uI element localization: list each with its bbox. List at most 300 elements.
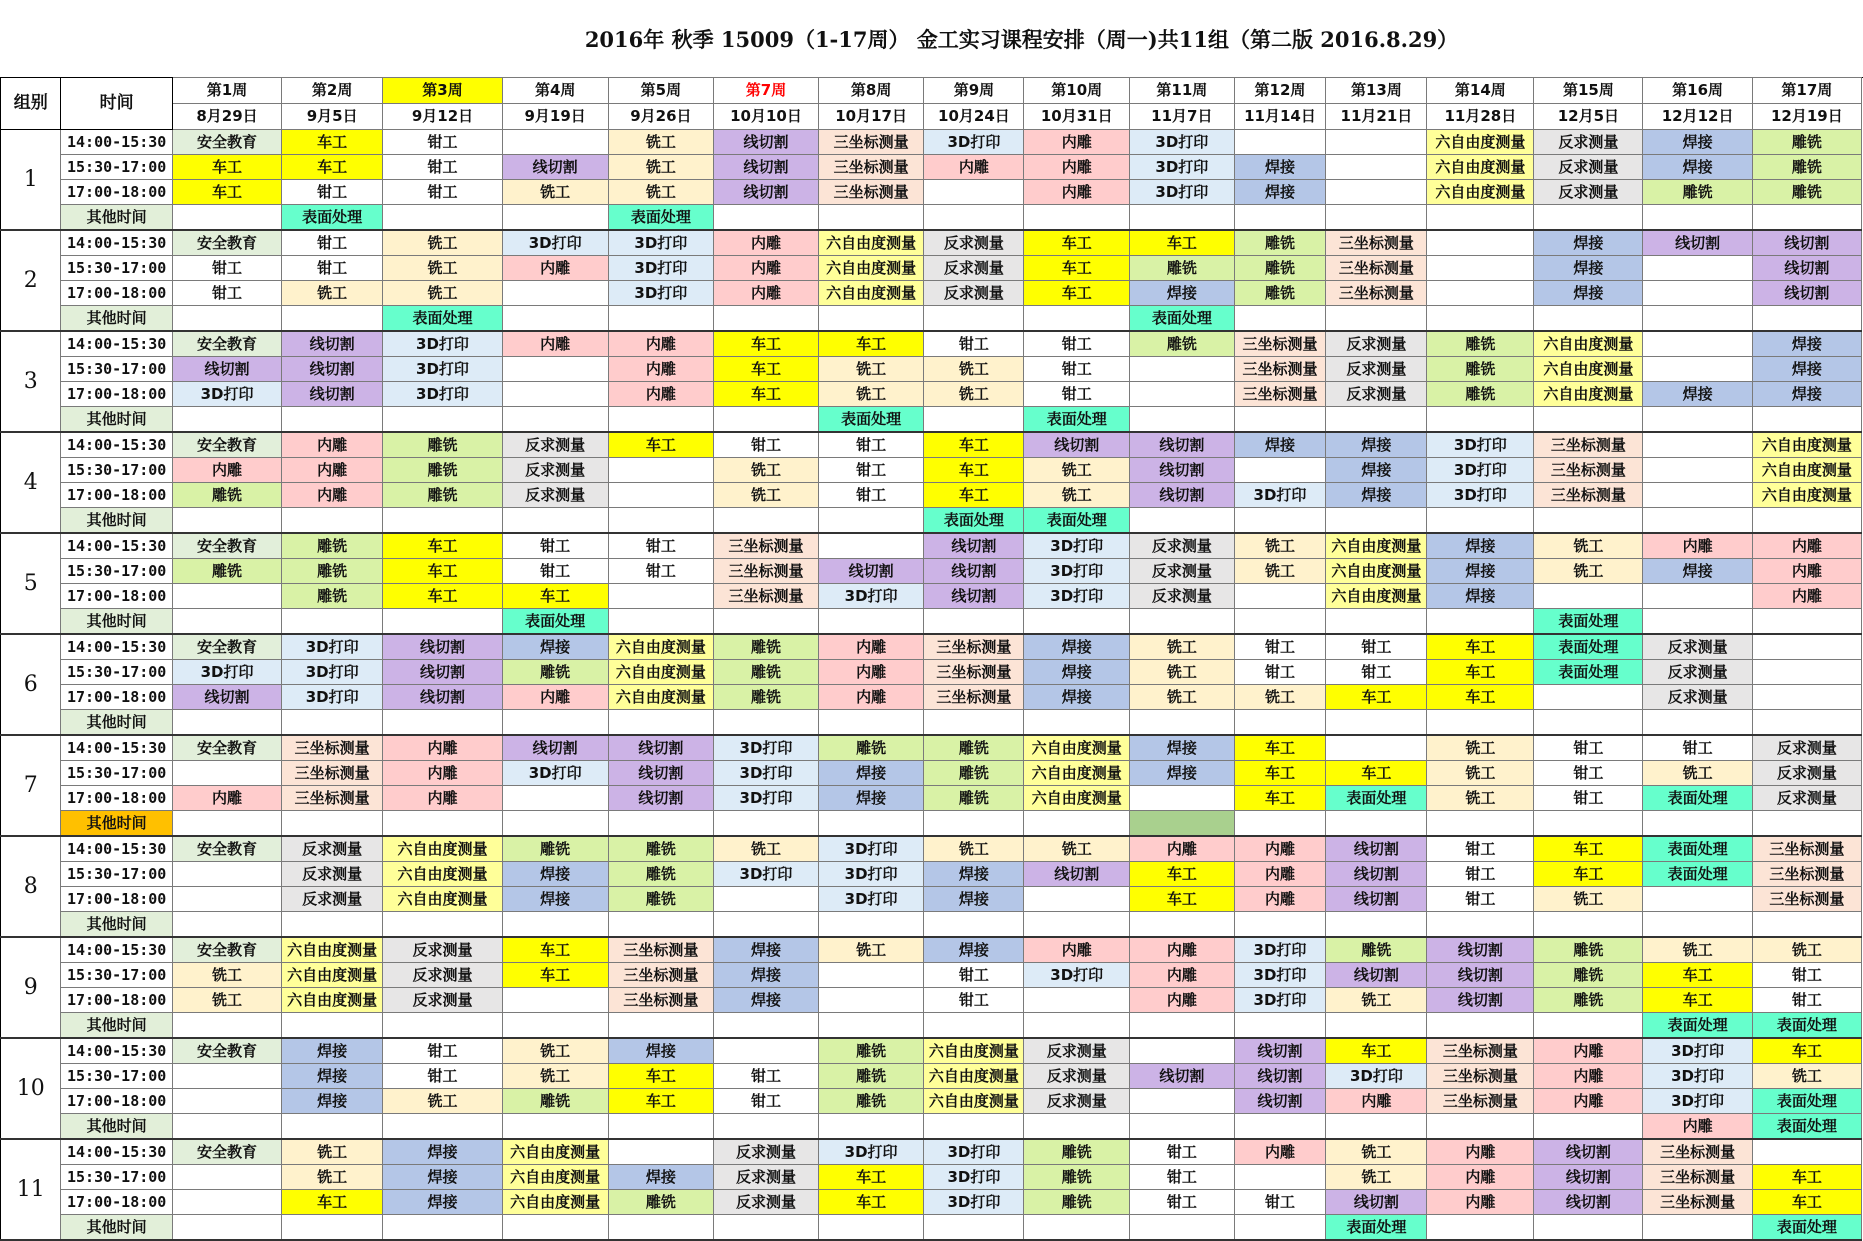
schedule-cell: 焊接 bbox=[383, 1190, 503, 1215]
schedule-cell: 雕铣 bbox=[1130, 331, 1235, 357]
empty-cell bbox=[924, 1013, 1024, 1039]
empty-cell bbox=[1643, 458, 1752, 483]
group-number: 8 bbox=[1, 836, 61, 937]
schedule-cell: 线切割 bbox=[1643, 230, 1752, 256]
empty-cell bbox=[1752, 912, 1861, 938]
empty-cell bbox=[502, 912, 608, 938]
empty-cell bbox=[924, 180, 1024, 205]
schedule-cell: 表面处理 bbox=[383, 306, 503, 332]
empty-cell bbox=[608, 1139, 714, 1165]
empty-cell bbox=[383, 1114, 503, 1140]
schedule-cell: 铣工 bbox=[1427, 761, 1534, 786]
week-header: 第11周 bbox=[1130, 78, 1235, 104]
schedule-cell: 内雕 bbox=[1534, 1064, 1643, 1089]
time-slot: 15:30-17:00 bbox=[61, 1064, 173, 1089]
schedule-cell: 反求测量 bbox=[714, 1165, 819, 1190]
schedule-cell: 铣工 bbox=[924, 382, 1024, 407]
empty-cell bbox=[1326, 1013, 1427, 1039]
schedule-cell: 3D打印 bbox=[924, 1165, 1024, 1190]
schedule-cell: 铣工 bbox=[282, 281, 383, 306]
empty-cell bbox=[172, 1215, 281, 1241]
schedule-cell: 钳工 bbox=[1752, 963, 1861, 988]
schedule-cell: 线切割 bbox=[1130, 458, 1235, 483]
schedule-cell: 雕铣 bbox=[383, 483, 503, 508]
time-slot: 15:30-17:00 bbox=[61, 963, 173, 988]
schedule-cell: 线切割 bbox=[1752, 230, 1861, 256]
group-number: 5 bbox=[1, 533, 61, 634]
empty-cell bbox=[1427, 811, 1534, 837]
schedule-cell: 雕铣 bbox=[924, 761, 1024, 786]
empty-cell bbox=[1234, 1013, 1326, 1039]
empty-cell bbox=[1427, 230, 1534, 256]
empty-cell bbox=[1234, 609, 1326, 635]
schedule-cell: 三坐标测量 bbox=[1752, 836, 1861, 862]
schedule-cell: 钳工 bbox=[1643, 735, 1752, 761]
group-header: 组别 bbox=[1, 78, 61, 130]
schedule-cell: 六自由度测量 bbox=[608, 685, 714, 710]
other-time-label: 其他时间 bbox=[61, 912, 173, 938]
empty-cell bbox=[1024, 205, 1130, 231]
empty-cell bbox=[172, 1089, 281, 1114]
schedule-cell: 反求测量 bbox=[1643, 634, 1752, 660]
empty-cell bbox=[1752, 685, 1861, 710]
empty-cell bbox=[1234, 1165, 1326, 1190]
schedule-cell: 表面处理 bbox=[1024, 508, 1130, 534]
schedule-cell: 雕铣 bbox=[1234, 281, 1326, 306]
schedule-cell: 内雕 bbox=[1024, 937, 1130, 963]
schedule-cell: 内雕 bbox=[818, 660, 924, 685]
empty-cell bbox=[1024, 609, 1130, 635]
empty-cell bbox=[1752, 1139, 1861, 1165]
schedule-cell: 线切割 bbox=[383, 685, 503, 710]
empty-cell bbox=[608, 483, 714, 508]
schedule-cell: 焊接 bbox=[502, 887, 608, 912]
empty-cell bbox=[818, 508, 924, 534]
empty-cell bbox=[1534, 508, 1643, 534]
empty-cell bbox=[1534, 407, 1643, 433]
schedule-cell: 雕铣 bbox=[1534, 937, 1643, 963]
schedule-cell: 钳工 bbox=[818, 458, 924, 483]
empty-cell bbox=[1752, 407, 1861, 433]
schedule-cell: 六自由度测量 bbox=[1326, 559, 1427, 584]
schedule-cell: 焊接 bbox=[383, 1139, 503, 1165]
schedule-cell: 钳工 bbox=[1234, 634, 1326, 660]
schedule-cell: 车工 bbox=[502, 963, 608, 988]
empty-cell bbox=[172, 1165, 281, 1190]
schedule-cell: 车工 bbox=[172, 155, 281, 180]
date-header: 11月7日 bbox=[1130, 104, 1235, 130]
empty-cell bbox=[714, 887, 819, 912]
date-header: 10月17日 bbox=[818, 104, 924, 130]
schedule-cell: 反求测量 bbox=[1643, 685, 1752, 710]
schedule-cell: 车工 bbox=[282, 1190, 383, 1215]
schedule-cell: 焊接 bbox=[1752, 382, 1861, 407]
schedule-cell: 六自由度测量 bbox=[1534, 331, 1643, 357]
empty-cell bbox=[502, 1215, 608, 1241]
schedule-cell: 3D打印 bbox=[924, 130, 1024, 155]
schedule-cell: 线切割 bbox=[608, 735, 714, 761]
schedule-cell: 表面处理 bbox=[1643, 786, 1752, 811]
schedule-cell: 铣工 bbox=[282, 1165, 383, 1190]
schedule-cell: 反求测量 bbox=[1130, 584, 1235, 609]
empty-cell bbox=[172, 205, 281, 231]
empty-cell bbox=[1427, 407, 1534, 433]
date-header: 9月12日 bbox=[383, 104, 503, 130]
empty-cell bbox=[1643, 205, 1752, 231]
schedule-cell: 表面处理 bbox=[1024, 407, 1130, 433]
schedule-cell: 钳工 bbox=[502, 559, 608, 584]
empty-cell bbox=[818, 912, 924, 938]
schedule-cell: 三坐标测量 bbox=[1534, 458, 1643, 483]
empty-cell bbox=[714, 1038, 819, 1064]
empty-cell bbox=[1024, 1114, 1130, 1140]
schedule-cell: 线切割 bbox=[1326, 1190, 1427, 1215]
schedule-cell: 反求测量 bbox=[924, 230, 1024, 256]
empty-cell bbox=[1130, 710, 1235, 736]
schedule-cell: 内雕 bbox=[818, 634, 924, 660]
schedule-cell: 铣工 bbox=[608, 155, 714, 180]
schedule-cell: 焊接 bbox=[1234, 432, 1326, 458]
empty-cell bbox=[282, 1013, 383, 1039]
schedule-cell: 铣工 bbox=[1752, 937, 1861, 963]
schedule-cell: 焊接 bbox=[1643, 155, 1752, 180]
schedule-cell: 雕铣 bbox=[608, 862, 714, 887]
schedule-cell: 雕铣 bbox=[172, 483, 281, 508]
schedule-cell: 表面处理 bbox=[1326, 1215, 1427, 1241]
empty-cell bbox=[1024, 887, 1130, 912]
empty-cell bbox=[1427, 1215, 1534, 1241]
date-header: 10月24日 bbox=[924, 104, 1024, 130]
schedule-cell: 六自由度测量 bbox=[818, 256, 924, 281]
schedule-cell: 焊接 bbox=[1427, 533, 1534, 559]
schedule-cell: 内雕 bbox=[714, 230, 819, 256]
schedule-cell: 六自由度测量 bbox=[502, 1139, 608, 1165]
schedule-cell: 线切割 bbox=[714, 180, 819, 205]
empty-cell bbox=[1427, 306, 1534, 332]
schedule-cell: 三坐标测量 bbox=[818, 130, 924, 155]
empty-cell bbox=[1234, 508, 1326, 534]
empty-cell bbox=[1643, 912, 1752, 938]
schedule-cell: 内雕 bbox=[1130, 963, 1235, 988]
time-slot: 15:30-17:00 bbox=[61, 761, 173, 786]
empty-cell bbox=[282, 811, 383, 837]
empty-cell bbox=[1643, 710, 1752, 736]
schedule-cell: 反求测量 bbox=[502, 458, 608, 483]
schedule-cell: 线切割 bbox=[1326, 862, 1427, 887]
empty-cell bbox=[172, 862, 281, 887]
schedule-cell: 安全教育 bbox=[172, 130, 281, 155]
time-slot: 17:00-18:00 bbox=[61, 1190, 173, 1215]
schedule-cell: 车工 bbox=[1427, 634, 1534, 660]
empty-cell bbox=[1024, 912, 1130, 938]
schedule-cell: 内雕 bbox=[608, 331, 714, 357]
schedule-cell: 雕铣 bbox=[818, 735, 924, 761]
empty-cell bbox=[172, 1190, 281, 1215]
schedule-cell: 三坐标测量 bbox=[1326, 230, 1427, 256]
empty-cell bbox=[502, 382, 608, 407]
empty-cell bbox=[383, 811, 503, 837]
empty-cell bbox=[1326, 306, 1427, 332]
schedule-cell: 三坐标测量 bbox=[1752, 887, 1861, 912]
schedule-cell: 反求测量 bbox=[1326, 382, 1427, 407]
week-header: 第2周 bbox=[282, 78, 383, 104]
schedule-cell: 钳工 bbox=[1534, 786, 1643, 811]
schedule-cell: 铣工 bbox=[818, 357, 924, 382]
schedule-cell: 车工 bbox=[818, 1190, 924, 1215]
empty-cell bbox=[608, 508, 714, 534]
schedule-cell: 反求测量 bbox=[1534, 155, 1643, 180]
empty-cell bbox=[1427, 281, 1534, 306]
schedule-cell: 线切割 bbox=[924, 584, 1024, 609]
schedule-cell: 内雕 bbox=[502, 685, 608, 710]
time-slot: 14:00-15:30 bbox=[61, 1038, 173, 1064]
schedule-cell: 铣工 bbox=[1534, 533, 1643, 559]
empty-cell bbox=[608, 1013, 714, 1039]
schedule-cell: 六自由度测量 bbox=[1752, 458, 1861, 483]
schedule-cell: 3D打印 bbox=[1024, 559, 1130, 584]
empty-cell bbox=[502, 988, 608, 1013]
schedule-cell: 车工 bbox=[608, 1064, 714, 1089]
schedule-cell: 车工 bbox=[714, 382, 819, 407]
schedule-cell: 3D打印 bbox=[502, 230, 608, 256]
schedule-cell: 线切割 bbox=[1534, 1139, 1643, 1165]
schedule-cell: 雕铣 bbox=[818, 1089, 924, 1114]
empty-cell bbox=[172, 407, 281, 433]
schedule-cell: 六自由度测量 bbox=[1534, 382, 1643, 407]
schedule-cell: 反求测量 bbox=[714, 1190, 819, 1215]
empty-cell bbox=[1130, 609, 1235, 635]
schedule-cell: 铣工 bbox=[1534, 887, 1643, 912]
schedule-cell: 车工 bbox=[282, 155, 383, 180]
schedule-cell: 钳工 bbox=[1427, 836, 1534, 862]
other-time-label: 其他时间 bbox=[61, 508, 173, 534]
time-slot: 17:00-18:00 bbox=[61, 685, 173, 710]
schedule-cell: 车工 bbox=[924, 432, 1024, 458]
schedule-cell: 铣工 bbox=[1643, 937, 1752, 963]
empty-cell bbox=[714, 811, 819, 837]
schedule-cell: 三坐标测量 bbox=[1752, 862, 1861, 887]
empty-cell bbox=[714, 912, 819, 938]
empty-cell bbox=[714, 306, 819, 332]
schedule-cell: 线切割 bbox=[924, 533, 1024, 559]
schedule-cell: 钳工 bbox=[714, 432, 819, 458]
schedule-cell: 焊接 bbox=[1534, 230, 1643, 256]
time-header: 时间 bbox=[61, 78, 173, 130]
schedule-cell: 钳工 bbox=[383, 1064, 503, 1089]
schedule-cell: 线切割 bbox=[1326, 963, 1427, 988]
schedule-cell: 焊接 bbox=[1234, 180, 1326, 205]
empty-cell bbox=[1326, 205, 1427, 231]
schedule-cell: 铣工 bbox=[383, 230, 503, 256]
schedule-cell: 焊接 bbox=[818, 761, 924, 786]
week-header: 第7周 bbox=[714, 78, 819, 104]
schedule-cell: 内雕 bbox=[1752, 533, 1861, 559]
empty-cell bbox=[1534, 710, 1643, 736]
empty-cell bbox=[282, 1215, 383, 1241]
schedule-cell: 焊接 bbox=[1024, 660, 1130, 685]
time-slot: 15:30-17:00 bbox=[61, 1165, 173, 1190]
empty-cell bbox=[1326, 180, 1427, 205]
schedule-cell: 铣工 bbox=[714, 483, 819, 508]
time-slot: 17:00-18:00 bbox=[61, 584, 173, 609]
schedule-cell: 3D打印 bbox=[502, 761, 608, 786]
schedule-cell: 内雕 bbox=[1427, 1190, 1534, 1215]
empty-cell bbox=[1326, 130, 1427, 155]
time-slot: 17:00-18:00 bbox=[61, 1089, 173, 1114]
schedule-cell: 表面处理 bbox=[1534, 634, 1643, 660]
schedule-cell: 线切割 bbox=[1427, 988, 1534, 1013]
empty-cell bbox=[714, 205, 819, 231]
schedule-cell: 线切割 bbox=[1534, 1165, 1643, 1190]
group-number: 11 bbox=[1, 1139, 61, 1240]
schedule-cell: 3D打印 bbox=[172, 382, 281, 407]
schedule-cell: 焊接 bbox=[1024, 685, 1130, 710]
schedule-cell: 钳工 bbox=[282, 180, 383, 205]
empty-cell bbox=[172, 1013, 281, 1039]
empty-cell bbox=[924, 912, 1024, 938]
empty-cell bbox=[1643, 609, 1752, 635]
schedule-cell: 反求测量 bbox=[1326, 357, 1427, 382]
time-slot: 15:30-17:00 bbox=[61, 660, 173, 685]
empty-cell bbox=[924, 811, 1024, 837]
empty-cell bbox=[383, 912, 503, 938]
schedule-cell: 三坐标测量 bbox=[608, 937, 714, 963]
schedule-cell: 车工 bbox=[502, 584, 608, 609]
schedule-cell: 反求测量 bbox=[282, 862, 383, 887]
schedule-cell: 内雕 bbox=[383, 735, 503, 761]
schedule-cell: 钳工 bbox=[502, 533, 608, 559]
schedule-cell: 3D打印 bbox=[1427, 432, 1534, 458]
time-slot: 14:00-15:30 bbox=[61, 1139, 173, 1165]
schedule-cell: 线切割 bbox=[1752, 281, 1861, 306]
schedule-cell: 三坐标测量 bbox=[924, 660, 1024, 685]
schedule-cell: 表面处理 bbox=[1643, 836, 1752, 862]
empty-cell bbox=[1130, 407, 1235, 433]
schedule-cell: 车工 bbox=[924, 458, 1024, 483]
date-header: 11月14日 bbox=[1234, 104, 1326, 130]
schedule-cell: 线切割 bbox=[1326, 836, 1427, 862]
schedule-cell: 焊接 bbox=[714, 963, 819, 988]
schedule-cell: 钳工 bbox=[1024, 331, 1130, 357]
schedule-cell: 内雕 bbox=[1024, 130, 1130, 155]
schedule-cell: 3D打印 bbox=[1643, 1064, 1752, 1089]
group-number: 7 bbox=[1, 735, 61, 836]
schedule-cell: 反求测量 bbox=[1326, 331, 1427, 357]
other-time-label: 其他时间 bbox=[61, 205, 173, 231]
schedule-cell: 3D打印 bbox=[1130, 130, 1235, 155]
schedule-cell: 六自由度测量 bbox=[1427, 155, 1534, 180]
schedule-cell: 铣工 bbox=[714, 458, 819, 483]
empty-cell bbox=[714, 407, 819, 433]
empty-cell bbox=[1130, 1089, 1235, 1114]
schedule-cell: 车工 bbox=[1643, 963, 1752, 988]
time-slot: 15:30-17:00 bbox=[61, 862, 173, 887]
schedule-cell: 钳工 bbox=[1427, 862, 1534, 887]
date-header: 12月5日 bbox=[1534, 104, 1643, 130]
schedule-cell: 表面处理 bbox=[502, 609, 608, 635]
schedule-cell: 三坐标测量 bbox=[1326, 281, 1427, 306]
empty-cell bbox=[1024, 988, 1130, 1013]
schedule-cell: 3D打印 bbox=[924, 1190, 1024, 1215]
schedule-cell: 焊接 bbox=[383, 1165, 503, 1190]
time-slot: 15:30-17:00 bbox=[61, 559, 173, 584]
schedule-cell: 焊接 bbox=[1326, 432, 1427, 458]
empty-cell bbox=[1326, 912, 1427, 938]
empty-cell bbox=[818, 205, 924, 231]
date-header: 11月21日 bbox=[1326, 104, 1427, 130]
schedule-cell: 反求测量 bbox=[1752, 786, 1861, 811]
schedule-cell: 铣工 bbox=[1427, 786, 1534, 811]
empty-cell bbox=[818, 1114, 924, 1140]
schedule-cell: 钳工 bbox=[714, 1064, 819, 1089]
empty-cell bbox=[1130, 1038, 1235, 1064]
other-time-label: 其他时间 bbox=[61, 1215, 173, 1241]
schedule-cell: 雕铣 bbox=[714, 685, 819, 710]
schedule-cell: 焊接 bbox=[924, 937, 1024, 963]
schedule-cell: 铣工 bbox=[924, 357, 1024, 382]
schedule-cell: 线切割 bbox=[1234, 1089, 1326, 1114]
empty-cell bbox=[1234, 407, 1326, 433]
time-slot: 17:00-18:00 bbox=[61, 887, 173, 912]
empty-cell bbox=[818, 533, 924, 559]
schedule-cell: 铣工 bbox=[608, 130, 714, 155]
time-slot: 15:30-17:00 bbox=[61, 458, 173, 483]
empty-cell bbox=[502, 811, 608, 837]
schedule-cell: 内雕 bbox=[172, 458, 281, 483]
schedule-cell: 铣工 bbox=[502, 1038, 608, 1064]
time-slot: 14:00-15:30 bbox=[61, 634, 173, 660]
group-number: 1 bbox=[1, 130, 61, 231]
schedule-cell: 雕铣 bbox=[1427, 331, 1534, 357]
schedule-cell: 三坐标测量 bbox=[1643, 1165, 1752, 1190]
schedule-cell: 三坐标测量 bbox=[1534, 483, 1643, 508]
empty-cell bbox=[1643, 1215, 1752, 1241]
schedule-cell: 线切割 bbox=[1427, 963, 1534, 988]
empty-cell bbox=[1643, 281, 1752, 306]
schedule-cell: 雕铣 bbox=[1024, 1165, 1130, 1190]
empty-cell bbox=[172, 1114, 281, 1140]
empty-cell bbox=[1427, 710, 1534, 736]
empty-cell bbox=[1752, 508, 1861, 534]
empty-cell bbox=[1427, 1114, 1534, 1140]
schedule-cell: 线切割 bbox=[1130, 1064, 1235, 1089]
schedule-cell: 内雕 bbox=[1326, 1089, 1427, 1114]
schedule-cell: 钳工 bbox=[1130, 1165, 1235, 1190]
empty-cell bbox=[1130, 1013, 1235, 1039]
schedule-cell: 线切割 bbox=[714, 155, 819, 180]
schedule-cell: 内雕 bbox=[1643, 1114, 1752, 1140]
schedule-cell: 车工 bbox=[714, 331, 819, 357]
empty-cell bbox=[1234, 1215, 1326, 1241]
schedule-cell: 3D打印 bbox=[1130, 155, 1235, 180]
schedule-cell: 车工 bbox=[1326, 685, 1427, 710]
schedule-cell: 反求测量 bbox=[1752, 735, 1861, 761]
schedule-cell: 雕铣 bbox=[924, 786, 1024, 811]
time-slot: 14:00-15:30 bbox=[61, 735, 173, 761]
schedule-cell: 铣工 bbox=[1130, 634, 1235, 660]
schedule-cell: 3D打印 bbox=[1326, 1064, 1427, 1089]
schedule-cell: 反求测量 bbox=[383, 988, 503, 1013]
time-slot: 14:00-15:30 bbox=[61, 432, 173, 458]
schedule-cell: 3D打印 bbox=[1427, 458, 1534, 483]
schedule-cell: 反求测量 bbox=[1130, 533, 1235, 559]
empty-cell bbox=[502, 357, 608, 382]
schedule-cell: 安全教育 bbox=[172, 331, 281, 357]
schedule-cell: 3D打印 bbox=[1234, 988, 1326, 1013]
schedule-cell: 线切割 bbox=[608, 761, 714, 786]
empty-cell bbox=[172, 887, 281, 912]
schedule-cell: 内雕 bbox=[714, 281, 819, 306]
